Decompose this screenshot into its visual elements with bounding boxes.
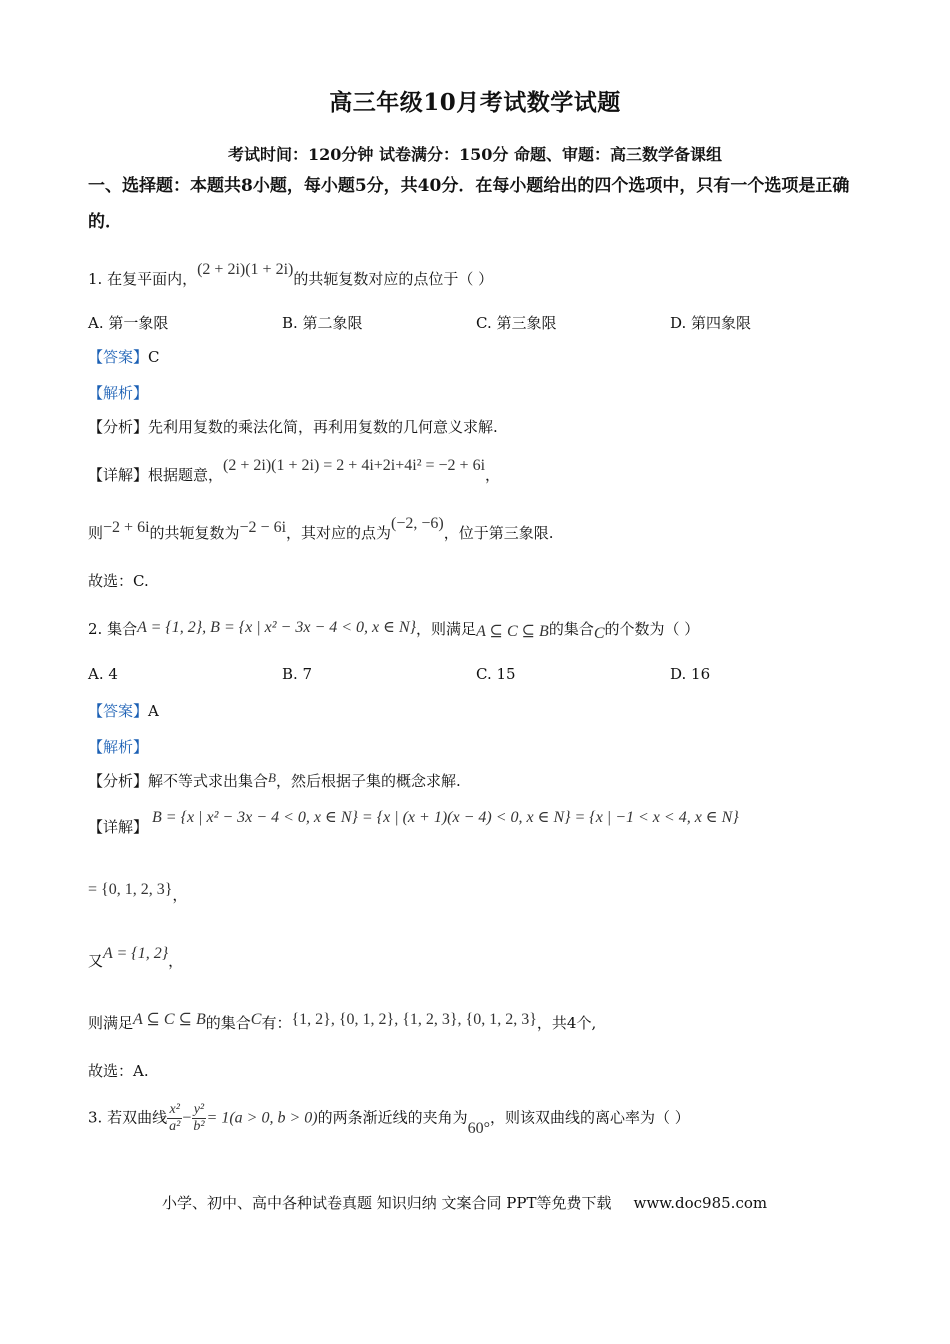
q2-conclusion: 故选：A.: [88, 1062, 149, 1080]
math-expression: −2 + 6i: [103, 519, 150, 536]
analysis-tag: 【解析】: [88, 384, 149, 402]
detail-tag: 【详解】: [88, 466, 149, 484]
exam-info: 考试时间：120分钟 试卷满分：150分 命题、审题：高三数学备课组: [228, 145, 722, 164]
fenxi-text: 先利用复数的乘法化简，再利用复数的几何意义求解.: [148, 418, 498, 436]
q1-suffix: 的共轭复数对应的点位于（ ）: [293, 270, 494, 288]
answer-tag: 【答案】: [88, 702, 149, 720]
q1-analysis-heading: [88, 382, 148, 403]
question-3: [88, 1102, 690, 1135]
denominator: a²: [169, 1119, 181, 1134]
text: 解不等式求出集合: [148, 772, 269, 790]
q1-option-b: B. 第二象限: [282, 314, 363, 332]
text: 则: [88, 524, 104, 542]
text: 的集合: [205, 1014, 251, 1032]
q3-prefix: 3. 若双曲线: [88, 1108, 168, 1127]
math-expression: (−2, −6): [391, 515, 444, 532]
text: ，: [168, 952, 184, 970]
text: 的集合: [548, 620, 594, 638]
text: ，共4个,: [536, 1014, 597, 1032]
math-expression: B: [268, 770, 276, 785]
math-expression: A = {1, 2}: [103, 945, 169, 962]
q1-detail: [88, 457, 501, 485]
analysis-tag: 【解析】: [88, 738, 149, 756]
math-expression: C: [593, 625, 605, 642]
text: ，: [172, 886, 188, 904]
text: ，位于第三象限.: [443, 524, 554, 542]
q2-answer: [88, 700, 159, 721]
text: ，然后根据子集的概念求解.: [275, 772, 461, 790]
text: ，其对应的点为: [286, 524, 392, 542]
section-heading: 一、选择题：本题共8小题，每小题5分，共40分．在每小题给出的四个选项中，只有一个选项是正确的．: [88, 176, 850, 232]
q1-detail-line-2: [88, 515, 554, 543]
q2-you-line: [88, 945, 184, 971]
q2-option-a: A. 4: [88, 665, 118, 683]
math-expression: = 1(a > 0, b > 0): [206, 1109, 318, 1127]
text: 则满足: [88, 1014, 134, 1032]
detail-expression: (2 + 2i)(1 + 2i) = 2 + 4i+2i+4i² = −2 + 6i: [223, 457, 486, 474]
math-expression: A ⊆ C ⊆ B: [133, 1011, 206, 1028]
question-2: [88, 618, 700, 642]
q2-count-line: [88, 1012, 596, 1033]
math-expression: −2 − 6i: [239, 519, 287, 536]
q2-fenxi: [88, 770, 461, 791]
fraction: [167, 1102, 182, 1135]
text: 又: [88, 952, 104, 970]
fenxi-tag: 【分析】: [88, 418, 149, 436]
angle-value: 60°: [467, 1119, 490, 1137]
numerator: x²: [169, 1102, 180, 1117]
math-expression: C: [250, 1011, 262, 1028]
q3-suffix: ，则该双曲线的离心率为（ ）: [490, 1108, 690, 1127]
q1-conclusion: 故选：C.: [88, 572, 149, 590]
text: ，则满足: [416, 620, 477, 638]
q1-option-d: D. 第四象限: [670, 314, 752, 332]
q1-answer: [88, 346, 160, 367]
q2-expression: A = {1, 2}, B = {x | x² − 3x − 4 < 0, x ∈ N}: [137, 619, 417, 636]
q1-fenxi: [88, 416, 498, 437]
answer-tag: 【答案】: [88, 348, 149, 366]
math-expression: A ⊆ C ⊆ B: [476, 623, 549, 640]
q2-set-line: [88, 881, 188, 905]
q2-detail: [88, 809, 739, 837]
answer-value: C: [148, 348, 160, 366]
q2-option-b: B. 7: [282, 665, 313, 683]
footer-url: www.doc985.com: [633, 1194, 768, 1212]
text: 有：: [261, 1014, 292, 1032]
q1-prefix: 1. 在复平面内，: [88, 270, 198, 288]
denominator: b²: [193, 1119, 205, 1134]
math-expression: = {0, 1, 2, 3}: [88, 881, 173, 898]
q2-option-c: C. 15: [476, 665, 516, 683]
fenxi-tag: 【分析】: [88, 772, 149, 790]
question-1: [88, 261, 494, 289]
q1-option-a: A. 第一象限: [88, 314, 169, 332]
detail-tag: 【详解】: [88, 818, 149, 836]
page-footer: [162, 1192, 767, 1213]
detail-expression: B = {x | x² − 3x − 4 < 0, x ∈ N} = {x | (x + 1)(x − 4) < 0, x ∈ N} = {x | −1 < x < 4, x ∈ N}: [152, 809, 739, 826]
page-title: 高三年级10月考试数学试题: [329, 89, 621, 116]
q2-suffix: 的个数为（ ）: [604, 620, 700, 638]
q2-option-d: D. 16: [670, 665, 711, 683]
math-expression: {1, 2}, {0, 1, 2}, {1, 2, 3}, {0, 1, 2, 3}: [291, 1011, 537, 1028]
footer-text: 小学、初中、高中各种试卷真题 知识归纳 文案合同 PPT等免费下载: [162, 1194, 612, 1212]
detail-text: 根据题意，: [148, 466, 224, 484]
answer-value: A: [148, 702, 159, 720]
q1-option-c: C. 第三象限: [476, 314, 557, 332]
numerator: y²: [193, 1102, 205, 1117]
detail-end: ，: [485, 466, 501, 484]
q2-prefix: 2. 集合: [88, 620, 138, 638]
minus-sign: −: [182, 1109, 192, 1127]
q2-analysis-heading: [88, 736, 148, 757]
text: 的两条渐近线的夹角为: [317, 1108, 468, 1127]
text: 的共轭复数为: [149, 524, 240, 542]
fraction: [191, 1102, 206, 1135]
q1-expression: (2 + 2i)(1 + 2i): [197, 261, 294, 278]
